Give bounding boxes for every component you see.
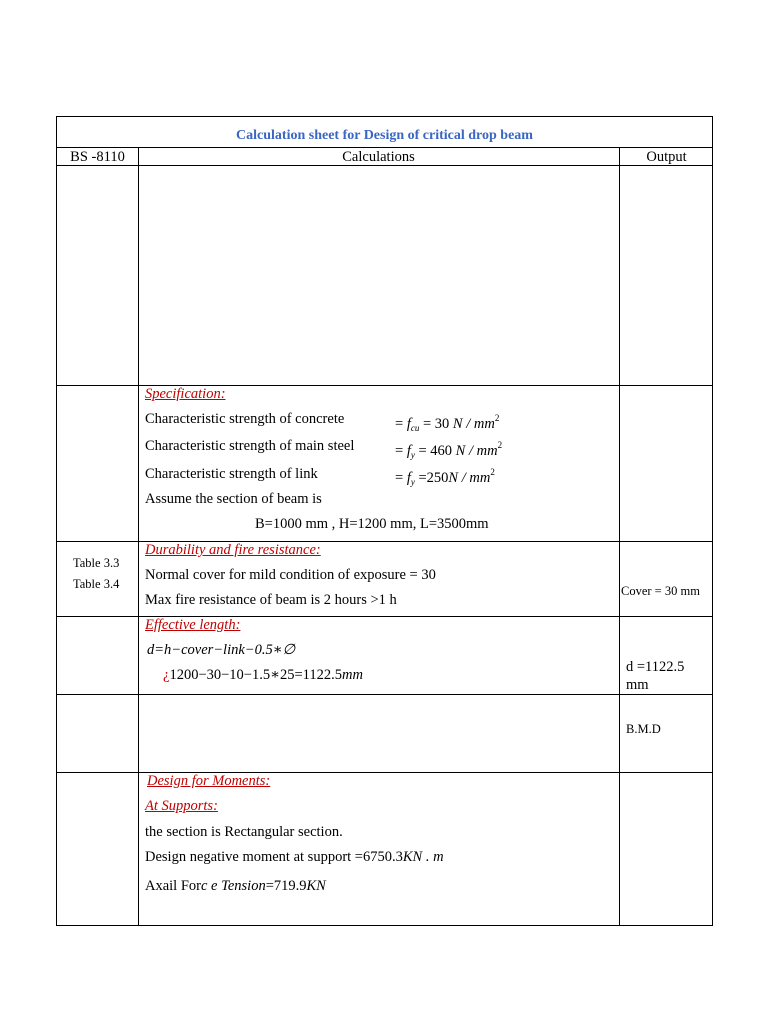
specification-heading: Specification:	[145, 386, 226, 402]
beam-dimensions-text: B=1000 mm , H=1200 mm, L=3500mm	[255, 516, 489, 532]
sheet-title: Calculation sheet for Design of critical drop beam	[236, 128, 533, 143]
header-calculations: Calculations	[342, 149, 415, 165]
row-divider	[57, 147, 712, 148]
effective-depth-formula: d=h−cover−link−0.5∗∅	[147, 642, 296, 658]
row-divider	[57, 694, 712, 695]
table-reference: Table 3.3	[73, 556, 120, 570]
bmd-output: B.M.D	[626, 722, 661, 736]
concrete-strength-value: = $f_{cu} = 30$ N / $mm^2$	[395, 413, 500, 433]
header-output: Output	[646, 149, 687, 165]
moments-heading: Design for Moments:	[147, 773, 271, 789]
axial-force-text: Axail Forc e Tension=719.9KN	[145, 878, 326, 894]
effective-depth-output-unit: mm	[626, 677, 649, 693]
fire-resistance-text: Max fire resistance of beam is 2 hours >1 h	[145, 592, 397, 608]
steel-strength-value: = $f_y = 460$ N / $mm^2$	[395, 440, 503, 460]
link-strength-value: = $f_y =250N / mm^2$	[395, 467, 495, 487]
section-type-text: the section is Rectangular section.	[145, 824, 343, 840]
link-strength-label: Characteristic strength of link	[145, 466, 318, 482]
header-reference: BS -8110	[70, 149, 125, 165]
cover-text: Normal cover for mild condition of exposure = 30	[145, 567, 436, 583]
supports-heading: At Supports:	[145, 798, 218, 814]
effective-length-heading: Effective length:	[145, 617, 241, 633]
negative-moment-text: Design negative moment at support =6750.3KN . m	[145, 849, 444, 865]
table-reference: Table 3.4	[73, 577, 120, 591]
column-divider	[619, 147, 620, 925]
concrete-strength-label: Characteristic strength of concrete	[145, 411, 345, 427]
row-divider	[57, 165, 712, 166]
durability-heading: Durability and fire resistance:	[145, 542, 321, 558]
effective-depth-calculation: ¿1200−30−10−1.5∗25=1122.5mm	[163, 667, 363, 683]
cover-output: Cover = 30 mm	[621, 584, 700, 598]
steel-strength-label: Characteristic strength of main steel	[145, 438, 355, 454]
column-divider	[138, 147, 139, 925]
assume-section-text: Assume the section of beam is	[145, 491, 322, 507]
calculation-sheet-table	[56, 116, 713, 926]
effective-depth-output: d =1122.5	[626, 659, 685, 675]
